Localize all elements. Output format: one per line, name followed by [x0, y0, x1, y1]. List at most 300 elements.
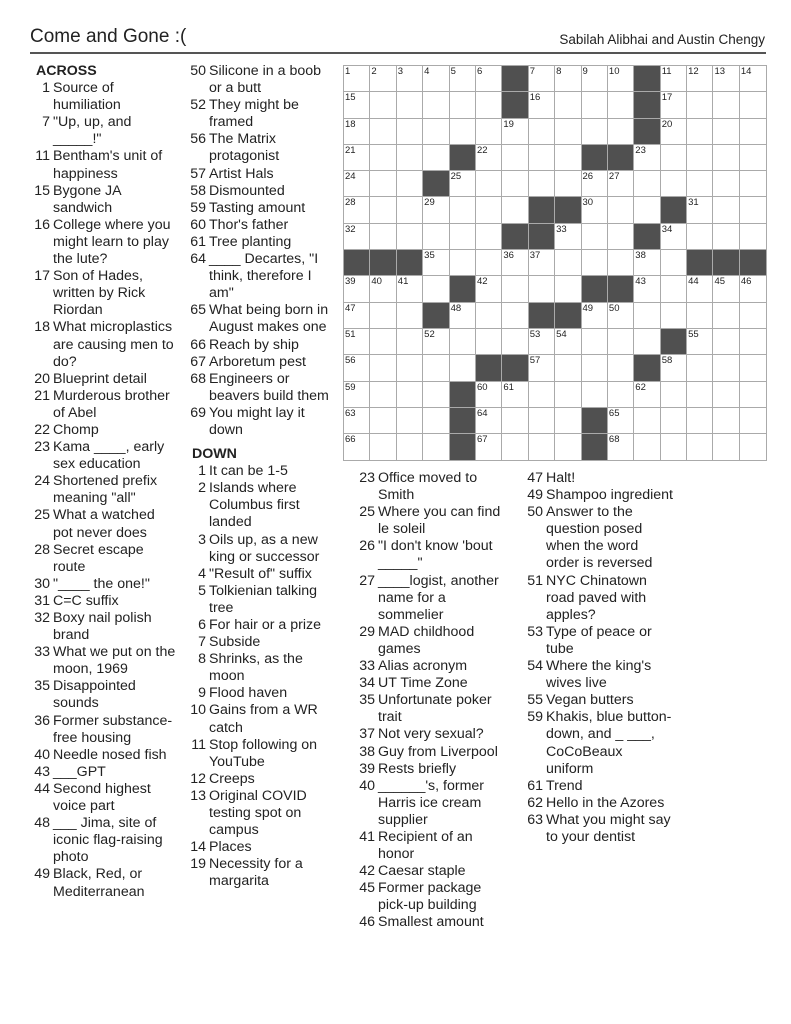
grid-cell[interactable] [476, 303, 502, 329]
grid-cell[interactable] [476, 197, 502, 223]
grid-cell[interactable] [687, 66, 713, 92]
down-clue[interactable] [523, 812, 673, 846]
grid-cell[interactable] [582, 250, 608, 276]
grid-cell[interactable] [450, 92, 476, 118]
grid-cell[interactable] [582, 197, 608, 223]
across-clue[interactable] [30, 815, 176, 866]
grid-cell[interactable] [661, 171, 687, 197]
clue-number: 69 [190, 404, 206, 421]
grid-cell[interactable] [687, 119, 713, 145]
grid-cell[interactable] [608, 197, 634, 223]
grid-cell[interactable] [661, 355, 687, 381]
grid-cell[interactable] [502, 434, 528, 460]
grid-cell[interactable] [423, 329, 449, 355]
grid-cell[interactable] [344, 171, 370, 197]
across-clue[interactable] [30, 388, 176, 422]
down-clue[interactable] [355, 744, 505, 761]
grid-cell[interactable] [713, 329, 739, 355]
cell-number: 34 [661, 223, 673, 235]
grid-cell[interactable] [608, 303, 634, 329]
grid-cell[interactable] [634, 171, 660, 197]
grid-cell[interactable] [476, 250, 502, 276]
grid-cell[interactable] [397, 224, 423, 250]
grid-cell[interactable] [608, 224, 634, 250]
down-clue[interactable] [186, 651, 336, 685]
grid-cell[interactable] [397, 434, 423, 460]
grid-cell[interactable] [634, 382, 660, 408]
grid-cell[interactable] [555, 250, 581, 276]
grid-cell[interactable] [423, 250, 449, 276]
grid-cell[interactable] [661, 408, 687, 434]
across-clue[interactable] [30, 576, 176, 593]
grid-cell[interactable] [661, 145, 687, 171]
grid-cell[interactable] [582, 329, 608, 355]
grid-cell[interactable] [344, 119, 370, 145]
grid-cell[interactable] [502, 171, 528, 197]
across-clue[interactable] [30, 371, 176, 388]
grid-cell[interactable] [713, 355, 739, 381]
across-clue[interactable] [30, 747, 176, 764]
grid-cell[interactable] [740, 382, 766, 408]
grid-cell[interactable] [370, 92, 396, 118]
down-clue[interactable] [186, 566, 336, 583]
across-clue[interactable] [30, 507, 176, 541]
grid-cell[interactable] [529, 382, 555, 408]
grid-cell[interactable] [634, 197, 660, 223]
grid-cell[interactable] [370, 408, 396, 434]
grid-cell[interactable] [687, 329, 713, 355]
grid-cell[interactable] [740, 66, 766, 92]
grid-cell[interactable] [423, 92, 449, 118]
grid-cell[interactable] [529, 250, 555, 276]
grid-cell[interactable] [476, 434, 502, 460]
down-clue[interactable] [523, 624, 673, 658]
grid-cell[interactable] [423, 276, 449, 302]
grid-cell[interactable] [713, 197, 739, 223]
down-clue[interactable] [355, 675, 505, 692]
grid-cell[interactable] [397, 408, 423, 434]
grid-cell[interactable] [450, 303, 476, 329]
grid-cell[interactable] [687, 145, 713, 171]
down-clue[interactable] [186, 532, 336, 566]
grid-cell[interactable] [661, 119, 687, 145]
down-clue[interactable] [186, 702, 336, 736]
grid-cell[interactable] [529, 66, 555, 92]
grid-cell[interactable] [713, 171, 739, 197]
down-clue[interactable] [186, 685, 336, 702]
grid-cell[interactable] [713, 119, 739, 145]
grid-cell[interactable] [502, 408, 528, 434]
down-clue[interactable] [523, 504, 673, 572]
across-clue[interactable] [186, 183, 336, 200]
down-clue[interactable] [523, 573, 673, 624]
clue-number: 53 [527, 623, 543, 640]
down-clue[interactable] [523, 470, 673, 487]
down-clue[interactable] [186, 788, 336, 839]
grid-cell[interactable] [555, 119, 581, 145]
grid-cell[interactable] [502, 197, 528, 223]
down-clue[interactable] [186, 583, 336, 617]
grid-cell[interactable] [555, 408, 581, 434]
cell-number: 21 [345, 144, 356, 156]
grid-cell[interactable] [582, 224, 608, 250]
grid-cell[interactable] [555, 355, 581, 381]
grid-cell[interactable] [502, 329, 528, 355]
grid-cell[interactable] [344, 434, 370, 460]
grid-cell[interactable] [502, 382, 528, 408]
grid-cell[interactable] [713, 145, 739, 171]
grid-cell[interactable] [555, 145, 581, 171]
grid-cell[interactable] [370, 145, 396, 171]
grid-cell[interactable] [582, 66, 608, 92]
across-clue[interactable] [30, 183, 176, 217]
grid-cell[interactable] [370, 66, 396, 92]
grid-cell[interactable] [687, 382, 713, 408]
grid-cell[interactable] [423, 224, 449, 250]
grid-cell[interactable] [423, 434, 449, 460]
down-clue[interactable] [186, 737, 336, 771]
grid-cell[interactable] [502, 303, 528, 329]
grid-cell[interactable] [661, 303, 687, 329]
grid-cell[interactable] [608, 250, 634, 276]
grid-cell[interactable] [608, 92, 634, 118]
grid-cell[interactable] [661, 250, 687, 276]
down-clue[interactable] [186, 617, 336, 634]
grid-cell[interactable] [397, 119, 423, 145]
clue-text: Type of peace or tube [546, 623, 652, 657]
down-clue[interactable] [186, 771, 336, 788]
grid-cell[interactable] [370, 434, 396, 460]
grid-cell[interactable] [608, 434, 634, 460]
grid-cell[interactable] [397, 355, 423, 381]
clue-number: 12 [190, 770, 206, 787]
grid-cell[interactable] [370, 382, 396, 408]
clue-number: 58 [190, 182, 206, 199]
across-clue[interactable] [30, 319, 176, 370]
grid-cell[interactable] [476, 224, 502, 250]
grid-cell[interactable] [687, 224, 713, 250]
across-clue[interactable] [186, 337, 336, 354]
grid-cell[interactable] [687, 171, 713, 197]
grid-cell[interactable] [397, 329, 423, 355]
grid-cell[interactable] [370, 171, 396, 197]
grid-cell[interactable] [476, 66, 502, 92]
across-clue[interactable] [186, 405, 336, 439]
grid-cell[interactable] [608, 119, 634, 145]
grid-cell[interactable] [740, 197, 766, 223]
grid-cell[interactable] [529, 434, 555, 460]
down-clue[interactable] [186, 839, 336, 856]
grid-cell[interactable] [370, 329, 396, 355]
grid-cell[interactable] [529, 119, 555, 145]
down-clue[interactable] [186, 463, 336, 480]
grid-cell[interactable] [740, 145, 766, 171]
grid-cell[interactable] [740, 434, 766, 460]
grid-cell[interactable] [423, 355, 449, 381]
grid-cell[interactable] [476, 92, 502, 118]
across-clue[interactable] [30, 473, 176, 507]
grid-cell[interactable] [370, 119, 396, 145]
grid-cell[interactable] [344, 145, 370, 171]
grid-cell[interactable] [529, 355, 555, 381]
black-square [661, 329, 687, 355]
down-clue[interactable] [355, 624, 505, 658]
clue-text: Silicone in a boob or a butt [209, 63, 322, 97]
down-clue[interactable] [355, 470, 505, 504]
across-clue[interactable] [30, 593, 176, 610]
down-clue[interactable] [355, 880, 505, 914]
grid-cell[interactable] [370, 224, 396, 250]
grid-cell[interactable] [555, 66, 581, 92]
across-clue[interactable] [186, 200, 336, 217]
across-clue[interactable] [186, 354, 336, 371]
grid-cell[interactable] [634, 408, 660, 434]
grid-cell[interactable] [740, 92, 766, 118]
grid-cell[interactable] [450, 119, 476, 145]
grid-cell[interactable] [476, 145, 502, 171]
across-clue[interactable] [186, 217, 336, 234]
grid-cell[interactable] [344, 329, 370, 355]
across-clue[interactable] [186, 302, 336, 336]
grid-cell[interactable] [713, 92, 739, 118]
grid-cell[interactable] [476, 382, 502, 408]
grid-cell[interactable] [555, 329, 581, 355]
across-clue[interactable] [30, 781, 176, 815]
grid-cell[interactable] [661, 434, 687, 460]
across-clue[interactable] [30, 610, 176, 644]
grid-cell[interactable] [608, 408, 634, 434]
down-clue[interactable] [355, 863, 505, 880]
grid-cell[interactable] [476, 408, 502, 434]
grid-cell[interactable] [634, 145, 660, 171]
grid-cell[interactable] [502, 145, 528, 171]
grid-cell[interactable] [344, 382, 370, 408]
grid-cell[interactable] [713, 224, 739, 250]
across-clue[interactable] [30, 644, 176, 678]
grid-cell[interactable] [529, 92, 555, 118]
grid-cell[interactable] [713, 434, 739, 460]
down-clue[interactable] [355, 726, 505, 743]
grid-cell[interactable] [740, 224, 766, 250]
grid-cell[interactable] [370, 276, 396, 302]
grid-cell[interactable] [740, 408, 766, 434]
grid-cell[interactable] [661, 224, 687, 250]
grid-cell[interactable] [687, 276, 713, 302]
grid-cell[interactable] [476, 171, 502, 197]
grid-cell[interactable] [344, 408, 370, 434]
grid-cell[interactable] [502, 119, 528, 145]
grid-cell[interactable] [634, 250, 660, 276]
grid-cell[interactable] [740, 171, 766, 197]
grid-cell[interactable] [661, 276, 687, 302]
clue-text: Dismounted [209, 182, 285, 199]
grid-cell[interactable] [634, 276, 660, 302]
grid-cell[interactable] [687, 197, 713, 223]
grid-cell[interactable] [634, 303, 660, 329]
across-clue[interactable] [30, 80, 176, 114]
grid-cell[interactable] [740, 119, 766, 145]
down-clue[interactable] [186, 634, 336, 651]
grid-cell[interactable] [661, 92, 687, 118]
grid-cell[interactable] [634, 434, 660, 460]
grid-cell[interactable] [555, 171, 581, 197]
down-clue[interactable] [355, 761, 505, 778]
grid-cell[interactable] [608, 329, 634, 355]
across-clue[interactable] [186, 63, 336, 97]
down-clue[interactable] [523, 658, 673, 692]
down-clue[interactable] [355, 692, 505, 726]
across-clue[interactable] [186, 166, 336, 183]
grid-cell[interactable] [740, 355, 766, 381]
grid-cell[interactable] [608, 66, 634, 92]
down-clue[interactable] [523, 487, 673, 504]
across-clue[interactable] [186, 97, 336, 131]
across-clue[interactable] [30, 114, 176, 148]
grid-cell[interactable] [344, 197, 370, 223]
grid-cell[interactable] [423, 145, 449, 171]
grid-cell[interactable] [661, 66, 687, 92]
grid-cell[interactable] [450, 329, 476, 355]
grid-cell[interactable] [397, 145, 423, 171]
grid-cell[interactable] [740, 303, 766, 329]
grid-cell[interactable] [344, 276, 370, 302]
grid-cell[interactable] [529, 171, 555, 197]
cell-number: 25 [450, 171, 462, 183]
clue-text: Alias acronym [378, 658, 468, 675]
grid-cell[interactable] [582, 382, 608, 408]
down-clue[interactable] [355, 829, 505, 863]
grid-cell[interactable] [582, 92, 608, 118]
down-clue[interactable] [523, 778, 673, 795]
grid-cell[interactable] [423, 119, 449, 145]
down-clue[interactable] [355, 538, 505, 572]
grid-cell[interactable] [370, 355, 396, 381]
grid-cell[interactable] [344, 92, 370, 118]
grid-cell[interactable] [687, 408, 713, 434]
black-square [529, 224, 555, 250]
grid-cell[interactable] [450, 171, 476, 197]
grid-cell[interactable] [713, 66, 739, 92]
grid-cell[interactable] [634, 329, 660, 355]
down-clue[interactable] [523, 692, 673, 709]
grid-cell[interactable] [529, 329, 555, 355]
down-clue[interactable] [355, 658, 505, 675]
across-clue[interactable] [30, 713, 176, 747]
clue-text: Gains from a WR catch [209, 702, 318, 736]
grid-cell[interactable] [344, 303, 370, 329]
grid-cell[interactable] [397, 276, 423, 302]
grid-cell[interactable] [529, 276, 555, 302]
grid-cell[interactable] [476, 276, 502, 302]
grid-cell[interactable] [397, 171, 423, 197]
down-clue[interactable] [355, 504, 505, 538]
across-clue[interactable] [30, 148, 176, 182]
grid-cell[interactable] [687, 92, 713, 118]
across-clue[interactable] [30, 678, 176, 712]
down-clue[interactable] [186, 856, 336, 890]
across-clue[interactable] [30, 268, 176, 319]
across-clue[interactable] [30, 866, 176, 900]
grid-cell[interactable] [423, 408, 449, 434]
across-clue[interactable] [186, 251, 336, 302]
grid-cell[interactable] [608, 382, 634, 408]
grid-cell[interactable] [344, 66, 370, 92]
down-clue[interactable] [186, 480, 336, 531]
black-square [713, 250, 739, 276]
grid-cell[interactable] [476, 329, 502, 355]
grid-cell[interactable] [476, 119, 502, 145]
across-clue[interactable] [30, 439, 176, 473]
grid-cell[interactable] [713, 276, 739, 302]
grid-cell[interactable] [370, 303, 396, 329]
down-clue[interactable] [355, 778, 505, 829]
grid-cell[interactable] [344, 224, 370, 250]
grid-cell[interactable] [502, 276, 528, 302]
grid-cell[interactable] [687, 303, 713, 329]
grid-cell[interactable] [423, 66, 449, 92]
grid-cell[interactable] [423, 197, 449, 223]
grid-cell[interactable] [713, 408, 739, 434]
grid-cell[interactable] [582, 355, 608, 381]
grid-cell[interactable] [713, 382, 739, 408]
grid-cell[interactable] [582, 171, 608, 197]
grid-cell[interactable] [661, 382, 687, 408]
grid-cell[interactable] [450, 355, 476, 381]
grid-cell[interactable] [397, 197, 423, 223]
grid-cell[interactable] [397, 382, 423, 408]
grid-cell[interactable] [344, 355, 370, 381]
grid-cell[interactable] [529, 145, 555, 171]
across-clue[interactable] [186, 371, 336, 405]
grid-cell[interactable] [555, 276, 581, 302]
grid-cell[interactable] [687, 434, 713, 460]
down-clue[interactable] [355, 573, 505, 624]
grid-cell[interactable] [450, 250, 476, 276]
grid-cell[interactable] [608, 171, 634, 197]
grid-cell[interactable] [397, 303, 423, 329]
grid-cell[interactable] [397, 92, 423, 118]
grid-cell[interactable] [370, 197, 396, 223]
down-clue[interactable] [523, 795, 673, 812]
across-clue[interactable] [186, 234, 336, 251]
grid-cell[interactable] [502, 250, 528, 276]
grid-cell[interactable] [450, 224, 476, 250]
down-clue[interactable] [523, 709, 673, 777]
grid-cell[interactable] [555, 224, 581, 250]
grid-cell[interactable] [713, 303, 739, 329]
grid-cell[interactable] [555, 434, 581, 460]
across-clue[interactable] [30, 422, 176, 439]
grid-cell[interactable] [450, 66, 476, 92]
grid-cell[interactable] [555, 382, 581, 408]
grid-cell[interactable] [582, 303, 608, 329]
grid-cell[interactable] [555, 92, 581, 118]
across-clue[interactable] [30, 764, 176, 781]
grid-cell[interactable] [529, 408, 555, 434]
across-clue[interactable] [186, 131, 336, 165]
grid-cell[interactable] [608, 355, 634, 381]
down-clue[interactable] [355, 914, 505, 931]
grid-cell[interactable] [740, 276, 766, 302]
grid-cell[interactable] [740, 329, 766, 355]
across-clue[interactable] [30, 217, 176, 268]
grid-cell[interactable] [687, 355, 713, 381]
grid-cell[interactable] [582, 119, 608, 145]
grid-cell[interactable] [397, 66, 423, 92]
across-clue[interactable] [30, 542, 176, 576]
grid-cell[interactable] [450, 197, 476, 223]
grid-cell[interactable] [423, 382, 449, 408]
